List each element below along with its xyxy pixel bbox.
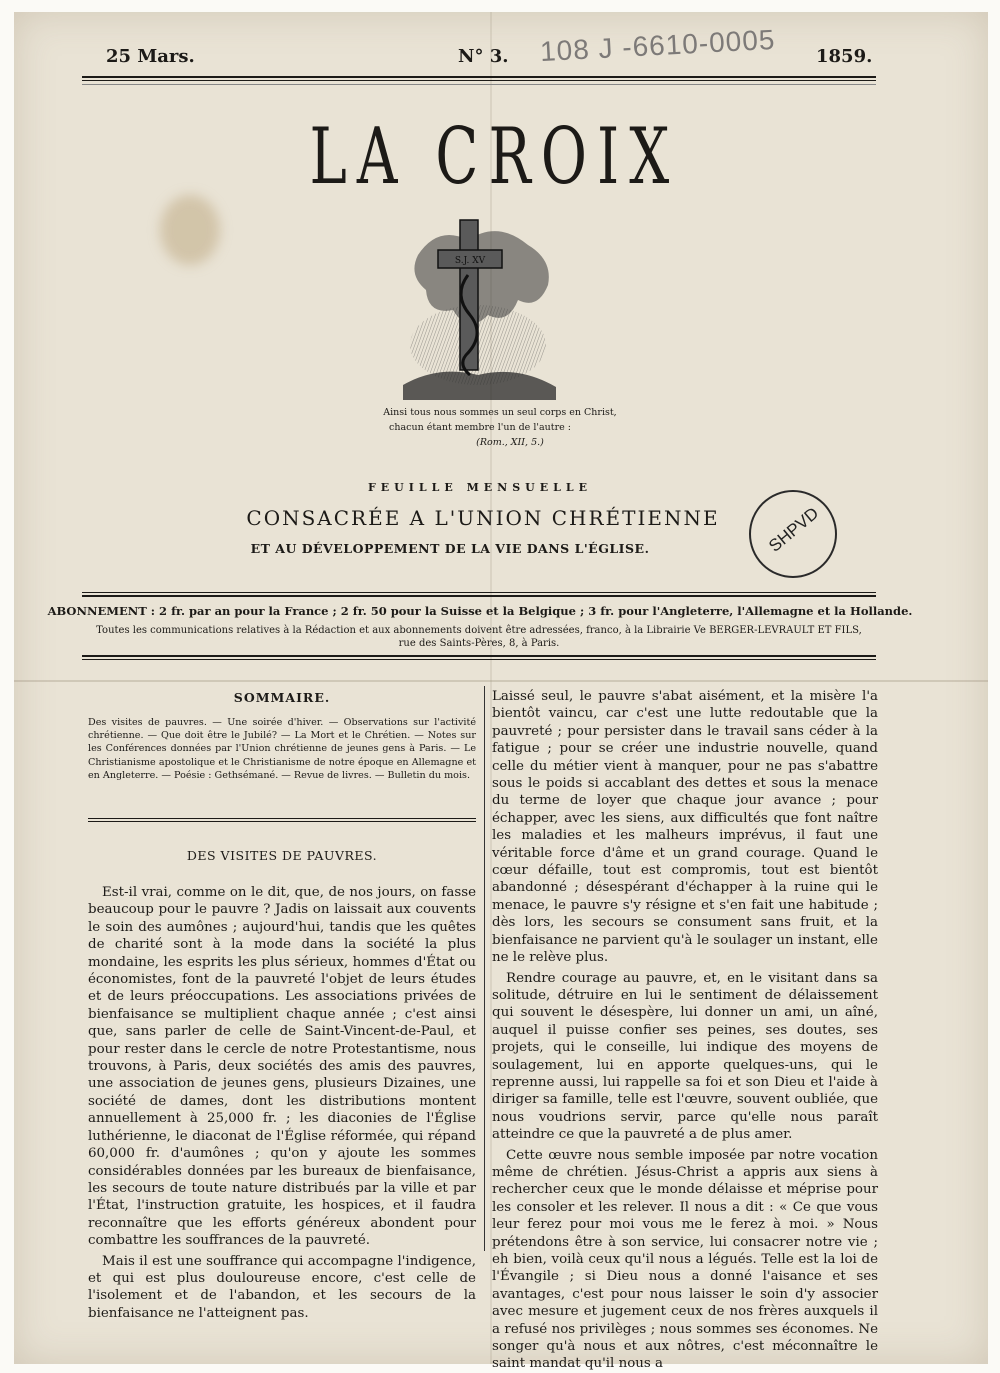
subtitle-developpement: ET AU DÉVELOPPEMENT DE LA VIE DANS L'ÉGLISE. <box>250 541 650 556</box>
paragraph: Mais il est une souffrance qui accompagne l'indigence, et qui est plus douloureuse encore, c'est celle de l'isolement et de l'abandon, et les secours de la bienfaisance ne l'atteignent pas. <box>88 1253 476 1321</box>
epigraph-line: chacun étant membre l'un de l'autre : <box>389 422 571 433</box>
cross-vignette <box>398 215 558 400</box>
subtitle-consacree: CONSACRÉE A L'UNION CHRÉTIENNE <box>246 506 720 530</box>
stamp-text: SHPVD <box>765 503 823 556</box>
communications-note <box>82 624 876 650</box>
article-title: DES VISITES DE PAUVRES. <box>186 848 378 863</box>
subscription-rates: ABONNEMENT : 2 fr. par an pour la France ; 2 fr. 50 pour la Suisse et la Belgique ; 3 fr. pour l'Angleterre, l'Allemagne et la Hollande. <box>47 604 913 618</box>
paragraph: Cette œuvre nous semble imposée par notre vocation même de chrétien. Jésus-Christ a appris aux siens à rechercher ceux que le monde délaisse et méprise pour les consoler et les relever. Il nous a dit : « Ce que vous leur ferez pour moi vous me le ferez à moi. » Nous prétendons être à son service, lui consacrer notre vie ; eh bien, voilà ceux qu'il nous a légués. Telle est la loi de l'Évangile ; si Dieu nous a donné l'aisance et ses avantages, c'est pour nous laisser le soin d'y associer avec mesure et jugement ceux de nos frères auxquels il a refusé nos privilèges ; nous sommes ses économes. Ne songer qu'à nous et aux nôtres, c'est méconnaître le saint mandat qu'il nous a <box>492 1147 878 1372</box>
paragraph: Est-il vrai, comme on le dit, que, de nos jours, on fasse beaucoup pour le pauvre ? Jadis on laissait aux couvents le soin des aumônes ; aujourd'hui, tandis que les quêtes de charité sont à la mode dans la société la plus mondaine, les esprits les plus sérieux, hommes d'État ou économistes, font de la pauvreté l'objet de leurs études et de leurs préoccupations. Les associations privées de bienfaisance se multiplient chaque année ; c'est ainsi que, sans parler de celle de Saint-Vincent-de-Paul, et pour rester dans le cercle de notre Protestantisme, nous trouvons, à Paris, deux sociétés des amis des pauvres, une association de jeunes gens, plusieurs Dizaines, une société de dames, dont les distributions montent annuellement à 25,000 fr. ; les diaconies de l'Église luthérienne, le diaconat de l'Église réformée, qui répand 60,000 fr. d'aumônes ; qu'on y ajoute les sommes considérables données par les bureaux de bienfaisance, les secours de toute nature distribués par la ville et par l'État, l'instruction gratuite, les hospices, et il faudra reconnaître que les efforts généreux abondent pour combattre les souffrances de la pauvreté. <box>88 885 476 1249</box>
library-stamp <box>749 490 837 578</box>
column-divider <box>484 686 485 1251</box>
epigraph-line: Ainsi tous nous sommes un seul corps en Christ, <box>383 407 617 418</box>
rule-sub-thick <box>82 595 876 597</box>
rule-columns <box>82 655 876 657</box>
section-separator <box>88 821 476 822</box>
sommaire-text: Des visites de pauvres. — Une soirée d'hiver. — Observations sur l'activité chrétienne. — Que doit être le Jubilé? — La Mort et le Chrétien. — Notes sur les Conférences données par l'Union chrétienne de jeunes gens à Paris. — Le Christianisme apostolique et le Christianisme de notre époque en Allemagne et en Angleterre. — Poésie : Gethsémané. — Revue de livres. — Bulletin du mois. <box>88 717 476 781</box>
epigraph-citation: (Rom., XII, 5.) <box>476 437 544 448</box>
issue-number: N° 3. <box>458 46 509 67</box>
communications-line: Toutes les communications relatives à la Rédaction et aux abonnements doivent être adressées, franco, à la Librairie Ve BERGER-LEVRAULT ET FILS, <box>96 625 862 636</box>
archive-call-number: 108 J -6610-0005 <box>539 23 777 68</box>
rule-columns-thin <box>82 659 876 660</box>
cross-upright <box>460 220 478 370</box>
epigraph <box>0 405 1000 450</box>
fold-line <box>14 680 988 682</box>
issue-year: 1859. <box>816 46 873 67</box>
paper-stain <box>160 195 220 265</box>
article-left-column <box>88 884 476 1322</box>
paragraph: Laissé seul, le pauvre s'abat aisément, et la misère l'a bientôt vaincu, car c'est une lutte redoutable que la pauvreté ; pour persister dans le travail sans céder à la fatigue ; pour se créer une industrie nouvelle, quand celle du métier vient à manquer, pour ne pas s'abattre sous le poids si accablant des dettes et sous la menace du terme de loyer que chaque jour avance ; pour échapper, avec les siens, aux difficultés que font naître les maladies et les malheurs imprévus, il faut une véritable force d'âme et un grand courage. Quand le cœur défaille, tout est compromis, tout est bientôt abandonné ; désespérant d'échapper à la ruine qui le menace, le pauvre s'y résigne et s'en fait une habitude ; dès lors, les secours se consument sans fruit, et la bienfaisance ne parvient qu'à le soulager un instant, elle ne le relève plus. <box>492 689 878 966</box>
paragraph: Rendre courage au pauvre, et, en le visitant dans sa solitude, détruire en lui le sentiment de délaissement qui souvent le désespère, lui donner un ami, un aîné, auquel il puisse confier ses peines, ses doutes, ses projets, qui le conseille, lui indique des moyens de soulagement, lui en apporte quelques-uns, qui le reprenne aussi, lui rappelle sa foi et son Dieu et l'aide à diriger sa famille, telle est l'œuvre, souvent oubliée, que nous voudrions servir, parce qu'elle nous paraît atteindre ce que la pauvreté a de plus amer. <box>492 970 878 1143</box>
vignette-foliage <box>414 231 548 324</box>
article-right-column <box>492 688 878 1373</box>
cross-inscription: S.J. XV <box>454 256 486 266</box>
masthead-title: LA CROIX <box>309 112 680 202</box>
communications-line: rue des Saints-Pères, 8, à Paris. <box>398 638 560 649</box>
issue-date: 25 Mars. <box>106 46 195 67</box>
section-separator <box>88 818 476 819</box>
vignette-ground <box>403 372 556 400</box>
rule-sub <box>82 592 876 593</box>
rule-top <box>82 76 876 78</box>
sommaire-title: SOMMAIRE. <box>233 690 331 705</box>
rule-top-thin <box>82 80 876 81</box>
feuille-mensuelle: FEUILLE MENSUELLE <box>367 481 592 494</box>
rule-top-hatched <box>82 84 876 85</box>
